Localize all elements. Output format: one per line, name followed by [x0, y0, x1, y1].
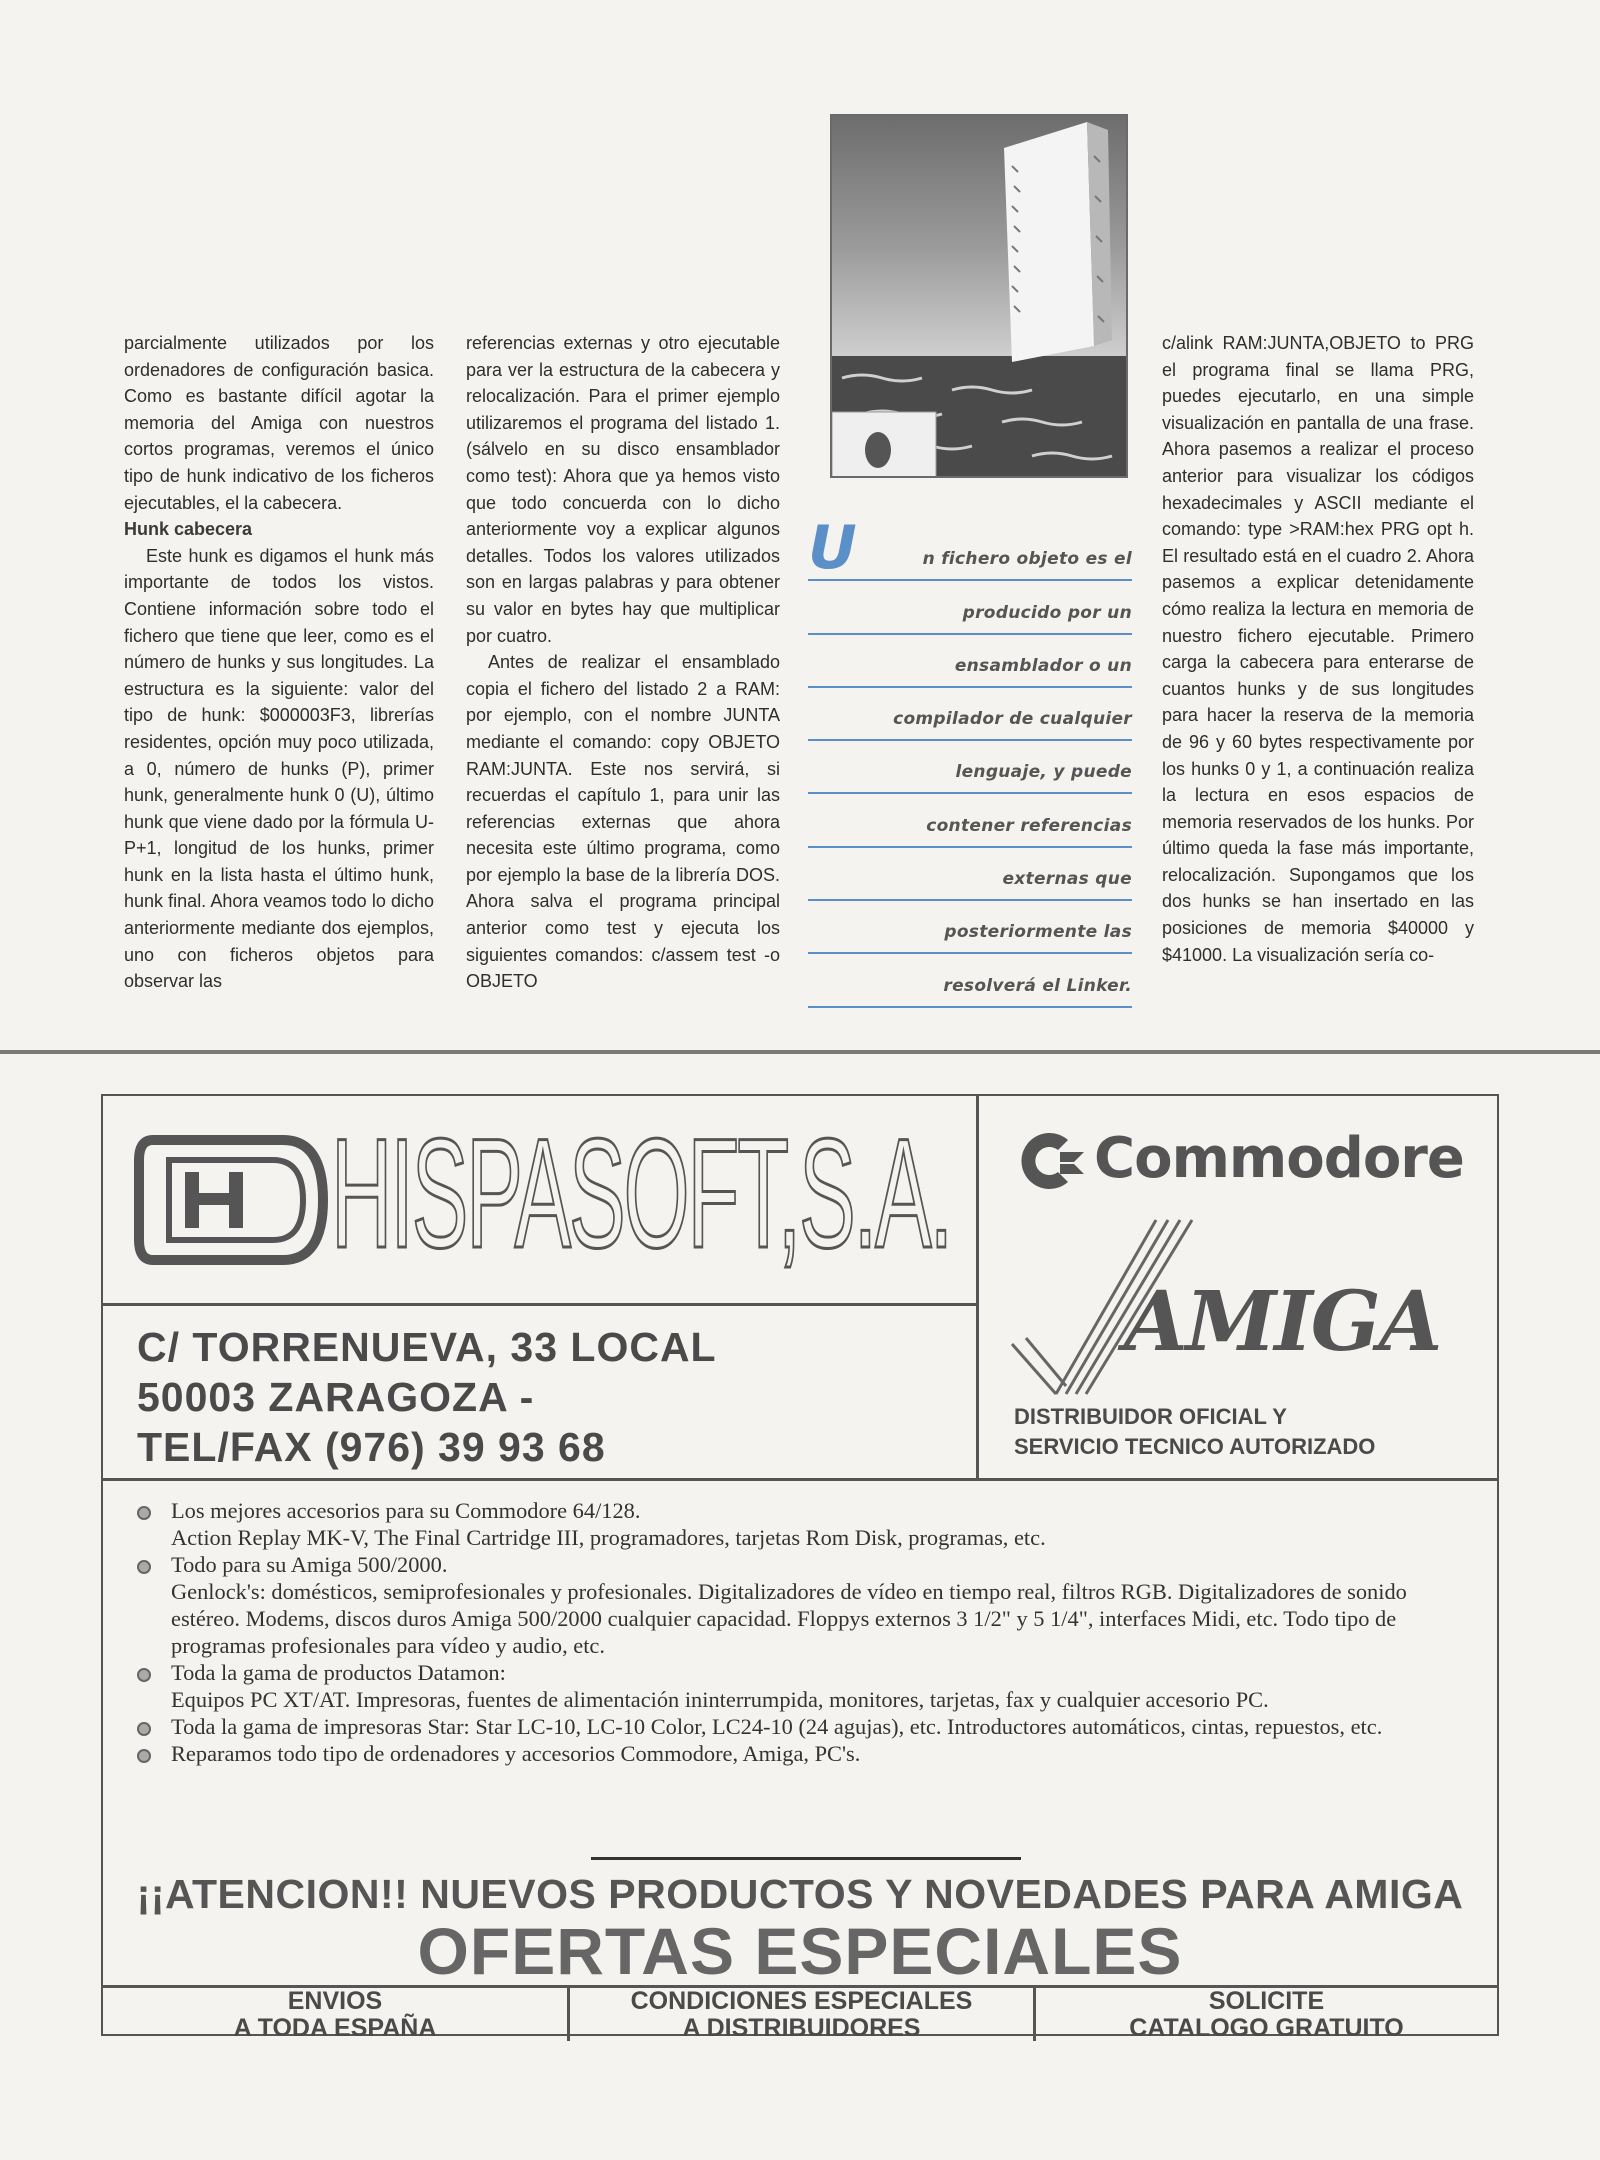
pull-quote-line: lenguaje, y puede	[808, 741, 1132, 794]
article-column-2	[466, 330, 780, 995]
tower-sea-illustration	[832, 116, 1128, 478]
pull-quote-line: contener referencias	[808, 794, 1132, 847]
special-offers-headline: OFERTAS ESPECIALES	[417, 1914, 1183, 1988]
distributor-conditions-box: CONDICIONES ESPECIALES A DISTRIBUIDORES	[567, 1985, 1033, 2041]
pull-quote-line: ensamblador o un	[808, 635, 1132, 688]
page-fold-divider	[0, 1050, 1600, 1054]
section-divider	[591, 1857, 1021, 1860]
article-paragraph: Antes de realizar el ensamblado copia el fichero del listado 2 a RAM: por ejemplo, con el nombre JUNTA mediante el comando: copy OBJETO RAM:JUNTA. Este nos servirá, si recuerdas el capítulo 1, para unir las referencias externas que ahora necesita este último programa, como por ejemplo la base de la librería DOS. Ahora salva el programa principal anterior como test y ejecuta los siguientes comandos: c/assem test -o OBJETO	[466, 652, 780, 992]
advert-company-panel	[103, 1096, 979, 1478]
product-bullet: Todo para su Amiga 500/2000. Genlock's: domésticos, semiprofesionales y profesionales. Digitalizadores de vídeo en tiempo real, filtros RGB. Digitalizadores de sonido estéreo. Modems, discos duros Amiga 500/2000 cualquier capacidad. Floppys externos 3 1/2" y 5 1/4", interfaces Midi, etc. Todo tipo de programas profesionales para vídeo y audio, etc.	[131, 1551, 1471, 1659]
pull-quote-line: U n fichero objeto es el	[808, 513, 1132, 583]
product-bullet: Toda la gama de impresoras Star: Star LC-10, LC-10 Color, LC24-10 (24 agujas), etc. Introductores automáticos, cintas, repuestos, etc.	[131, 1713, 1471, 1740]
article-column-1	[124, 330, 434, 995]
product-bullets	[131, 1497, 1471, 1767]
pull-quote-line: resolverá el Linker.	[808, 954, 1132, 1007]
hispasoft-emblem-icon	[133, 1120, 333, 1280]
article-paragraph: referencias externas y otro ejecutable para ver la estructura de la cabecera y relocalización. Para el primer ejemplo utilizaremos el programa del listado 1. (sálvelo en su disco ensamblador como test): Ahora que ya hemos visto que todo concuerda con lo dicho anteriormente voy a explicar algunos detalles. Todos los valores utilizados son en largas palabras y para obtener su valor en bytes hay que multiplicar por cuatro.	[466, 333, 780, 646]
company-address	[137, 1322, 717, 1472]
pull-quote-dropcap: U	[808, 513, 858, 583]
attention-headline: ¡¡ATENCION!! NUEVOS PRODUCTOS Y NOVEDADES PARA AMIGA	[136, 1871, 1464, 1917]
pull-quote-line: producido por un	[808, 581, 1132, 634]
article-subheading: Hunk cabecera	[124, 519, 253, 540]
catalog-request-box: SOLICITE CATALOGO GRATUITO	[1033, 1985, 1497, 2041]
hispasoft-logo	[103, 1096, 979, 1306]
advert-footer-boxes	[103, 1985, 1497, 2041]
advert-header	[103, 1096, 1497, 1478]
article-paragraph: parcialmente utilizados por los ordenadores de configuración basica. Como es bastante difícil agotar la memoria del Amiga con nuestros cortos programas, veremos el único tipo de hunk indicativo de los ficheros ejecutables, el la cabecera.	[124, 333, 434, 513]
product-bullet: Reparamos todo tipo de ordenadores y accesorios Commodore, Amiga, PC's.	[131, 1740, 1471, 1767]
company-name: HISPASOFT,S.A.	[331, 1107, 952, 1281]
commodore-amiga-panel	[982, 1096, 1497, 1478]
article-paragraph: c/alink RAM:JUNTA,OBJETO to PRG el programa final se llama PRG, puedes ejecutarlo, en una simple visualización en pantalla de una frase. Ahora pasemos a realizar el proceso anterior para visualizar los códigos hexadecimales y ASCII mediante el comando: type >RAM:hex PRG opt h. El resultado está en el cuadro 2. Ahora pasemos a explicar detenidamente cómo realiza la lectura en memoria de nuestro fichero ejecutable. Primero carga la cabecera para enterarse de cuantos hunks y de sus longitudes para hacer la reserva de la memoria de 96 y 60 bytes respectivamente por los hunks 0 y 1, a continuación realiza la lectura en esos espacios de memoria reservados de los hunks. Por último queda la fase más importante, relocalización. Supongamos que los dos hunks se han insertado en las posiciones de memoria $40000 y $41000. La visualización sería co-	[1162, 333, 1474, 965]
pull-quote-line: externas que	[808, 848, 1132, 901]
article-paragraph: Este hunk es digamos el hunk más importante de todos los vistos. Contiene información sobre todo el fichero que tiene que leer, como es el número de hunks y sus longitudes. La estructura es la siguiente: valor del tipo de hunk: $000003F3, librerías residentes, opción muy poco utilizada, a 0, número de hunks (P), primer hunk, generalmente hunk 0 (U), último hunk que viene dado por la fórmula U-P+1, longitud de los hunks, primer hunk en la lista hasta el último hunk, hunk final. Ahora veamos todo lo dicho anteriormente mediante dos ejemplos, uno con ficheros objetos para observar las	[124, 545, 434, 992]
advert-product-list	[103, 1478, 1497, 2042]
phone-line: TEL/FAX (976) 39 93 68	[137, 1424, 606, 1470]
pull-quote-line: compilador de cualquier	[808, 688, 1132, 741]
distributor-note: DISTRIBUIDOR OFICIAL Y SERVICIO TECNICO AUTORIZADO	[1014, 1404, 1376, 1459]
address-line: C/ TORRENUEVA, 33 LOCAL	[137, 1324, 717, 1370]
amiga-wordmark: AMIGA	[1124, 1274, 1441, 1370]
article-photo	[830, 114, 1128, 478]
article-column-4	[1162, 330, 1474, 968]
product-bullet: Toda la gama de productos Datamon: Equipos PC XT/AT. Impresoras, fuentes de alimentación ininterrumpida, monitores, tarjetas, fax y cualquier accesorio PC.	[131, 1659, 1471, 1713]
commodore-logo-icon	[1016, 1126, 1086, 1196]
hispasoft-advert	[101, 1094, 1499, 2042]
shipping-box: ENVIOS A TODA ESPAÑA	[103, 1985, 567, 2041]
pull-quote	[808, 513, 1132, 1008]
product-bullet: Los mejores accesorios para su Commodore 64/128. Action Replay MK-V, The Final Cartridge III, programadores, tarjetas Rom Disk, programas, etc.	[131, 1497, 1471, 1551]
commodore-brand: Commodore	[1094, 1126, 1464, 1191]
pull-quote-line: posteriormente las	[808, 901, 1132, 954]
address-line: 50003 ZARAGOZA -	[137, 1374, 535, 1420]
